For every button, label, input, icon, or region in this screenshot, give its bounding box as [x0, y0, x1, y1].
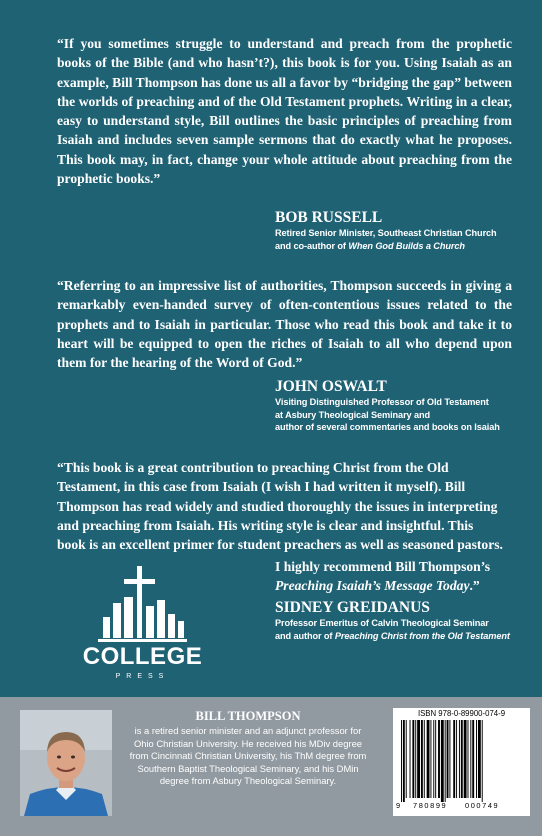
endorser-role: Retired Senior Minister, Southeast Christian Church and co-author of When God Builds a Church: [275, 228, 497, 251]
quote-line: Thompson has read widely and studied thoroughly the issues in interpreting: [57, 498, 498, 514]
attribution-greidanus: [275, 599, 510, 642]
quote-line: Testament, in this case from Isaiah (I wish I had written it myself). Bill: [57, 479, 466, 495]
quote-oswalt: “Referring to an impressive list of authorities, Thompson succeeds in giving a remarkably even-handed survey of often-contentious issues related to the prophets and to Isaiah in particular. Those who read this book and take it to heart will be equipped to open the riches of Isaiah to all who depend upon them for the hearing of the Word of God.”: [57, 278, 512, 371]
publisher-logo: [80, 566, 205, 686]
cross-books-icon: [80, 566, 205, 644]
author-photo: [20, 710, 112, 816]
quote-line: book is an excellent primer for student preachers as well as seasoned pastors.: [57, 537, 503, 553]
endorser-name: BOB RUSSELL: [275, 209, 383, 226]
quote-line: “This book is a great contribution to preaching Christ from the Old: [57, 460, 449, 475]
publisher-name: COLLEGE: [82, 643, 203, 670]
endorser-role: Professor Emeritus of Calvin Theological Seminar and author of Preaching Christ from the Old Testament: [275, 618, 510, 641]
attribution-russell: [275, 209, 497, 252]
isbn-barcode: ISBN 978-0-89900-074-9 9 780899 000749: [393, 708, 530, 816]
quote-greidanus-tail: I highly recommend Bill Thompson’s Preaching Isaiah’s Message Today.”: [275, 559, 491, 594]
endorser-name: JOHN OSWALT: [275, 378, 387, 395]
author-bio: [128, 708, 368, 788]
author-name: BILL THOMPSON: [195, 709, 301, 723]
endorser-name: SIDNEY GREIDANUS: [275, 599, 430, 616]
publisher-subname: PRESS: [115, 673, 170, 680]
isbn-number: ISBN 978-0-89900-074-9: [417, 709, 506, 718]
quote-russell: “If you sometimes struggle to understand and preach from the prophetic books of the Bible (and who hasn’t?), this book is for you. Using Isaiah as an example, Bill Thompson has done us all a favor by “bridging the gap” between the worlds of preaching and of the Old Testament prophets. Writing in a clear, easy to understand style, Bill outlines the basic principles of preaching from Isaiah and includes seven sample sermons that do exactly what he proposes. This book may, in fact, change your whole attitude about preaching from the prophetic books.”: [57, 36, 512, 187]
endorser-role: Visiting Distinguished Professor of Old Testament at Asbury Theological Seminary and author of several commentaries and books on Isaiah: [275, 397, 500, 432]
author-bio-text: is a retired senior minister and an adjunct professor for Ohio Christian University. He received his MDiv degree from Cincinnati Christian University, his ThM degree from Southern Baptist Theological Seminary, and his DMin degree from Asbury Theological Seminary.: [129, 725, 367, 787]
attribution-oswalt: [275, 378, 500, 434]
quote-greidanus: [57, 458, 512, 554]
quote-line: and preaching from Isaiah. His writing style is clear and insightful. This: [57, 517, 474, 533]
barcode-bars: [399, 720, 524, 802]
